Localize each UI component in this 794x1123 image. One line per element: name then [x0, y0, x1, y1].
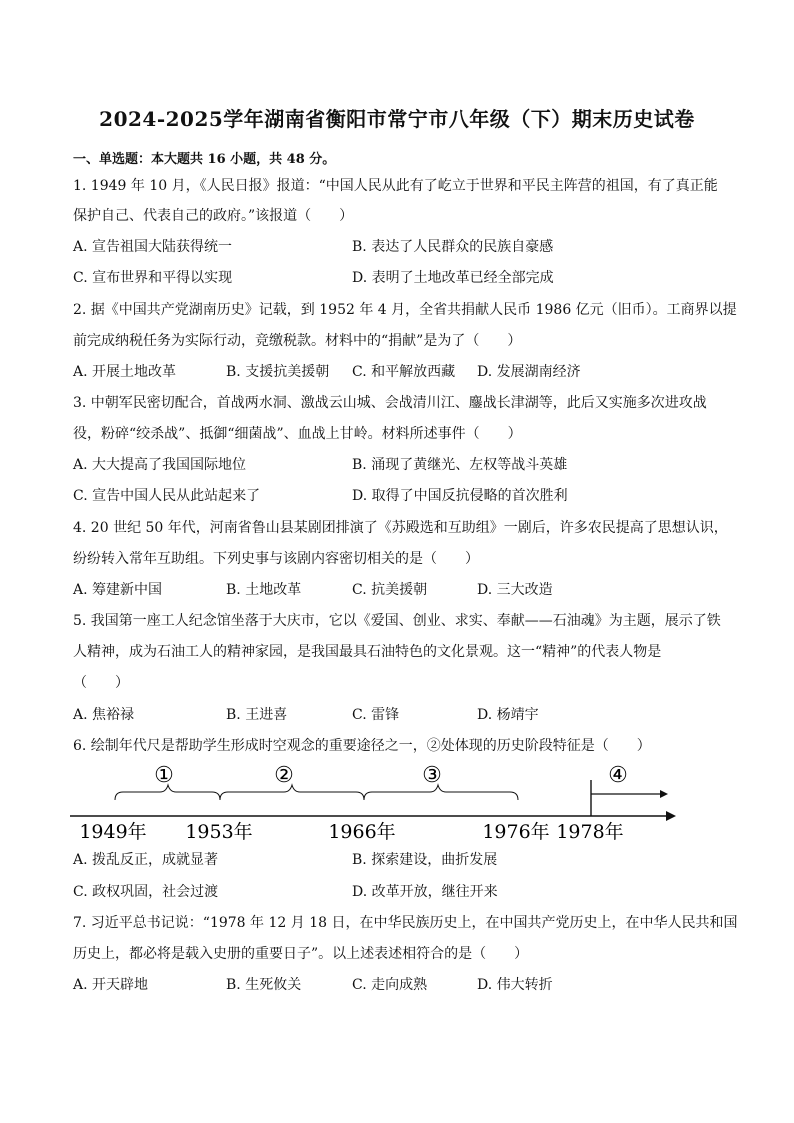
q3-option-a[interactable]: A. 大大提高了我国国际地位 — [73, 457, 247, 473]
q2-option-b[interactable]: B. 支援抗美援朝 — [226, 364, 330, 380]
q5-option-a[interactable]: A. 焦裕禄 — [73, 707, 135, 723]
marker-4: ④ — [608, 763, 628, 788]
q6-option-b[interactable]: B. 探索建设，曲折发展 — [352, 852, 498, 868]
q2-option-a[interactable]: A. 开展土地改革 — [73, 364, 177, 380]
q6-option-a[interactable]: A. 拨乱反正，成就显著 — [73, 852, 219, 868]
q2-option-c[interactable]: C. 和平解放西藏 — [352, 364, 456, 380]
year-1978: 1978年 — [556, 821, 624, 843]
q2-line-1: 2. 据《中国共产党湖南历史》记载，到 1952 年 4 月，全省共捐献人民币 1986 亿元（旧币）。工商界以提 — [73, 302, 737, 318]
timeline-diagram — [60, 758, 700, 848]
q5-option-c[interactable]: C. 雷锋 — [352, 707, 400, 723]
q1-option-b[interactable]: B. 表达了人民群众的民族自豪感 — [352, 239, 554, 255]
marker-3: ③ — [422, 763, 442, 788]
q1-line-1: 1. 1949 年 10 月，《人民日报》报道：“中国人民从此有了屹立于世界和平民主阵营的祖国，有了真正能 — [73, 178, 718, 194]
q1-option-a[interactable]: A. 宣告祖国大陆获得统一 — [73, 239, 233, 255]
year-1966: 1966年 — [328, 821, 396, 843]
q5-line-2: 人精神，成为石油工人的精神家园，是我国最具石油特色的文化景观。这一“精神”的代表人物是 — [73, 644, 662, 660]
q7-option-b[interactable]: B. 生死攸关 — [226, 977, 302, 993]
q7-line-2: 历史上，都必将是载入史册的重要日子”。以上述表述相符合的是（ ） — [73, 946, 529, 962]
era-4-arrow-head — [660, 790, 668, 798]
q5-option-b[interactable]: B. 王进喜 — [226, 707, 288, 723]
q6-line-1: 6. 绘制年代尺是帮助学生形成时空观念的重要途径之一，②处体现的历史阶段特征是（ ） — [73, 738, 651, 754]
q4-line-1: 4. 20 世纪 50 年代，河南省鲁山县某剧团排演了《苏殿选和互助组》一剧后，许多农民提高了思想认识， — [73, 520, 728, 536]
q6-option-d[interactable]: D. 改革开放，继往开来 — [352, 884, 498, 900]
q2-option-d[interactable]: D. 发展湖南经济 — [477, 364, 581, 380]
q1-option-c[interactable]: C. 宣布世界和平得以实现 — [73, 270, 233, 286]
q5-option-d[interactable]: D. 杨靖宇 — [477, 707, 539, 723]
year-1949: 1949年 — [79, 821, 147, 843]
q3-option-d[interactable]: D. 取得了中国反抗侵略的首次胜利 — [352, 488, 568, 504]
q4-option-c[interactable]: C. 抗美援朝 — [352, 582, 428, 598]
q4-line-2: 纷纷转入常年互助组。下列史事与该剧内容密切相关的是（ ） — [73, 551, 479, 567]
q4-option-d[interactable]: D. 三大改造 — [477, 582, 553, 598]
q3-option-b[interactable]: B. 涌现了黄继光、左权等战斗英雄 — [352, 457, 568, 473]
year-1953: 1953年 — [185, 821, 253, 843]
q4-option-a[interactable]: A. 筹建新中国 — [73, 582, 163, 598]
q3-line-1: 3. 中朝军民密切配合，首战两水洞、激战云山城、会战清川江、鏖战长津湖等，此后又实施多次进攻战 — [73, 395, 707, 411]
q5-line-1: 5. 我国第一座工人纪念馆坐落于大庆市，它以《爱国、创业、求实、奉献——石油魂》为主题，展示了铁 — [73, 613, 721, 629]
timeline-axis-arrow — [666, 811, 676, 821]
section-heading: 一、单选题：本大题共 16 小题，共 48 分。 — [73, 152, 336, 167]
q1-line-2: 保护自己、代表自己的政府。”该报道（ ） — [73, 208, 354, 224]
q1-option-d[interactable]: D. 表明了土地改革已经全部完成 — [352, 270, 554, 286]
exam-title: 2024-2025学年湖南省衡阳市常宁市八年级（下）期末历史试卷 — [99, 107, 695, 131]
q7-option-d[interactable]: D. 伟大转折 — [477, 977, 553, 993]
q3-option-c[interactable]: C. 宣告中国人民从此站起来了 — [73, 488, 261, 504]
q7-line-1: 7. 习近平总书记说：“1978 年 12 月 18 日，在中华民族历史上，在中国共产党历史上，在中华人民共和国 — [73, 915, 738, 931]
marker-1: ① — [154, 763, 174, 788]
q7-option-c[interactable]: C. 走向成熟 — [352, 977, 428, 993]
marker-2: ② — [274, 763, 294, 788]
q5-line-3: （ ） — [73, 675, 129, 691]
year-1976: 1976年 — [482, 821, 550, 843]
q2-line-2: 前完成纳税任务为实际行动，竞缴税款。材料中的“捐献”是为了（ ） — [73, 333, 522, 349]
q3-line-2: 役，粉碎“绞杀战”、抵御“细菌战”、血战上甘岭。材料所述事件（ ） — [73, 426, 522, 442]
q4-option-b[interactable]: B. 土地改革 — [226, 582, 302, 598]
q7-option-a[interactable]: A. 开天辟地 — [73, 977, 149, 993]
q6-option-c[interactable]: C. 政权巩固，社会过渡 — [73, 884, 219, 900]
